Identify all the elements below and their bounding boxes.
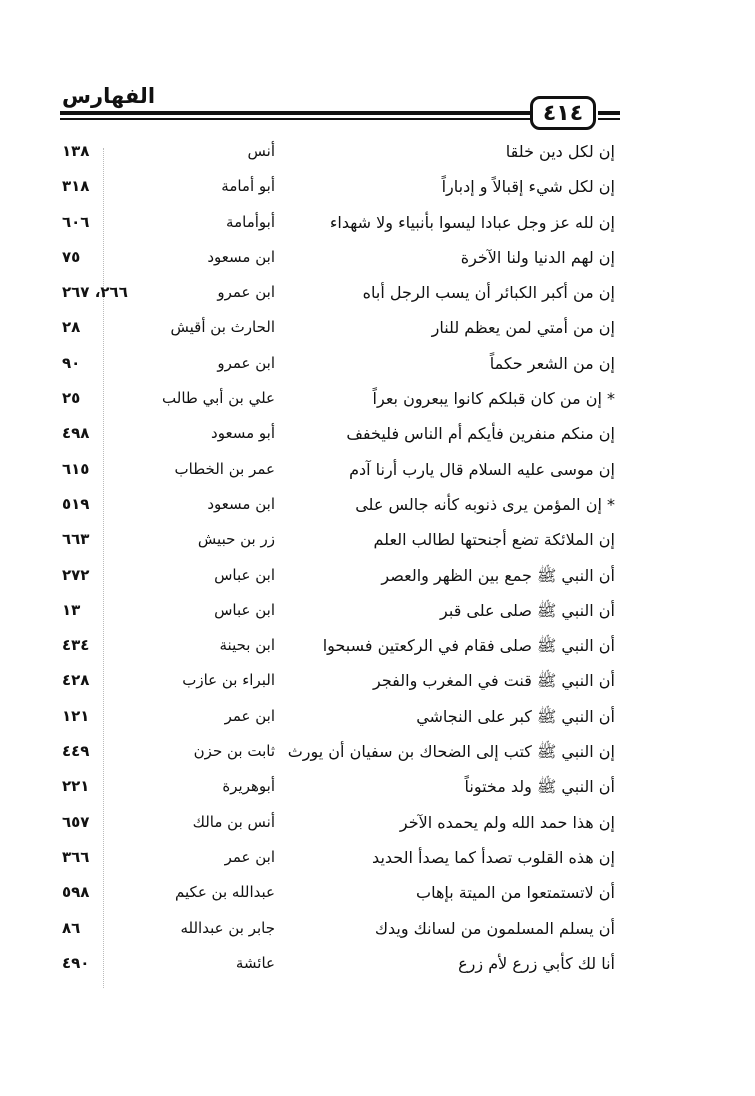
narrator-name: ثابت بن حزن bbox=[193, 742, 275, 761]
index-entry bbox=[0, 844, 755, 879]
narrator-name: الحارث بن أقيش bbox=[170, 318, 275, 337]
narrator-name: عبدالله بن عكيم bbox=[175, 883, 275, 902]
index-entry bbox=[0, 456, 755, 491]
narrator-name: ابن عباس bbox=[214, 600, 275, 619]
narrator-name: زر بن حبيش bbox=[197, 530, 275, 549]
hadith-text: أنا لك كأبي زرع لأم زرع bbox=[458, 953, 615, 973]
index-entry bbox=[0, 173, 755, 208]
index-entry bbox=[0, 703, 755, 738]
narrator-name: أبوهريرة bbox=[222, 777, 275, 796]
page-reference: ٤٩٠ bbox=[62, 953, 90, 972]
page-reference: ١٣ bbox=[62, 600, 81, 619]
narrator-name: ابن عمرو bbox=[217, 353, 275, 372]
index-entry bbox=[0, 385, 755, 420]
index-entry bbox=[0, 420, 755, 455]
index-entry bbox=[0, 597, 755, 632]
hadith-text: أن النبي ﷺ قنت في المغرب والفجر bbox=[373, 671, 615, 691]
page-reference: ٢٥ bbox=[62, 389, 81, 408]
index-entry bbox=[0, 244, 755, 279]
index-entry bbox=[0, 773, 755, 808]
page-reference: ٨٦ bbox=[62, 918, 81, 937]
page-reference: ٥١٩ bbox=[62, 494, 90, 513]
hadith-text: إن من الشعر حكماً bbox=[489, 353, 615, 373]
hadith-text: * إن المؤمن يرى ذنوبه كأنه جالس على bbox=[355, 494, 615, 514]
page-number-box bbox=[530, 96, 596, 130]
running-title: الفهارس bbox=[62, 84, 156, 108]
page-reference: ٤٢٨ bbox=[62, 671, 90, 690]
page-number: ٤١٤ bbox=[542, 100, 584, 126]
index-entry bbox=[0, 562, 755, 597]
page-reference: ٢٢١ bbox=[62, 777, 90, 796]
page-reference: ٦١٥ bbox=[62, 459, 90, 478]
narrator-name: ابن مسعود bbox=[207, 247, 275, 266]
page-reference: ٢٦٦، ٢٦٧ bbox=[62, 283, 128, 302]
narrator-name: عمر بن الخطاب bbox=[174, 459, 275, 478]
page-reference: ٢٨ bbox=[62, 318, 81, 337]
page-reference: ٢٧٢ bbox=[62, 565, 90, 584]
index-entry bbox=[0, 526, 755, 561]
hadith-text: إن النبي ﷺ كتب إلى الضحاك بن سفيان أن يورث bbox=[287, 742, 615, 762]
index-entry bbox=[0, 314, 755, 349]
index-entry bbox=[0, 879, 755, 914]
index-entry bbox=[0, 138, 755, 173]
narrator-name: أبو أمامة bbox=[221, 177, 275, 196]
index-entry bbox=[0, 667, 755, 702]
narrator-name: أبوأمامة bbox=[226, 212, 275, 231]
page-reference: ٦٥٧ bbox=[62, 812, 90, 831]
hadith-text: أن النبي ﷺ ولد مختوناً bbox=[464, 777, 615, 797]
page-reference: ٣١٨ bbox=[62, 177, 90, 196]
narrator-name: أنس bbox=[247, 142, 275, 160]
hadith-text: إن هذه القلوب تصدأ كما يصدأ الحديد bbox=[372, 847, 615, 867]
header-rule-right-thick bbox=[598, 111, 620, 115]
index-entry bbox=[0, 350, 755, 385]
page-reference: ٩٠ bbox=[62, 353, 81, 372]
header-rule-thin bbox=[60, 118, 530, 120]
hadith-text: * إن من كان قبلكم كانوا يبعرون بعراً bbox=[372, 389, 615, 409]
hadith-text: إن هذا حمد الله ولم يحمده الآخر bbox=[399, 812, 615, 832]
narrator-name: علي بن أبي طالب bbox=[162, 389, 275, 408]
hadith-text: إن من أمتي لمن يعظم للنار bbox=[431, 318, 615, 338]
hadith-text: إن من أكبر الكبائر أن يسب الرجل أباه bbox=[362, 283, 615, 303]
index-entry bbox=[0, 738, 755, 773]
hadith-text: إن لهم الدنيا ولنا الآخرة bbox=[460, 247, 615, 267]
index-entry bbox=[0, 491, 755, 526]
page-reference: ٥٩٨ bbox=[62, 883, 90, 902]
index-entry bbox=[0, 915, 755, 950]
header-rule-right-thin bbox=[598, 118, 620, 120]
hadith-text: إن لكل شيء إقبالاً و إدباراً bbox=[441, 177, 615, 197]
page-reference: ١٢١ bbox=[62, 706, 90, 725]
hadith-text: إن الملائكة تضع أجنحتها لطالب العلم bbox=[373, 530, 615, 550]
narrator-name: ابن عمر bbox=[224, 706, 275, 725]
narrator-name: أبو مسعود bbox=[211, 424, 275, 443]
narrator-name: ابن مسعود bbox=[207, 494, 275, 513]
narrator-name: ابن عباس bbox=[214, 565, 275, 584]
page-reference: ٤٩٨ bbox=[62, 424, 90, 443]
page-reference: ١٣٨ bbox=[62, 142, 90, 160]
hadith-text: أن يسلم المسلمون من لسانك ويدك bbox=[374, 918, 615, 938]
hadith-text: إن موسى عليه السلام قال يارب أرنا آدم bbox=[349, 459, 615, 479]
hadith-text: أن النبي ﷺ كبر على النجاشي bbox=[416, 706, 615, 726]
narrator-name: ابن بحينة bbox=[219, 636, 275, 655]
narrator-name: عائشة bbox=[235, 953, 275, 972]
hadith-text: إن لكل دين خلقا bbox=[505, 142, 615, 161]
index-entry bbox=[0, 950, 755, 985]
narrator-name: البراء بن عازب bbox=[182, 671, 275, 690]
index-entry bbox=[0, 809, 755, 844]
hadith-text: أن النبي ﷺ صلى فقام في الركعتين فسبحوا bbox=[322, 636, 615, 656]
hadith-text: أن النبي ﷺ صلى على قبر bbox=[440, 600, 615, 620]
hadith-text: إن لله عز وجل عبادا ليسوا بأنبياء ولا شهداء bbox=[329, 212, 615, 232]
page-reference: ٣٦٦ bbox=[62, 847, 90, 866]
page-reference: ٧٥ bbox=[62, 247, 81, 266]
narrator-name: جابر بن عبدالله bbox=[180, 918, 275, 937]
index-entry bbox=[0, 209, 755, 244]
page-reference: ٦٠٦ bbox=[62, 212, 90, 231]
narrator-name: ابن عمر bbox=[224, 847, 275, 866]
narrator-name: أنس بن مالك bbox=[192, 812, 275, 831]
narrator-name: ابن عمرو bbox=[217, 283, 275, 302]
index-entry bbox=[0, 632, 755, 667]
hadith-text: إن منكم منفرين فأيكم أم الناس فليخفف bbox=[346, 424, 615, 444]
header-rule-thick bbox=[60, 111, 530, 115]
hadith-text: أن لاتستمتعوا من الميتة بإهاب bbox=[416, 883, 615, 903]
page-reference: ٦٦٣ bbox=[62, 530, 90, 549]
index-entries bbox=[0, 138, 755, 985]
page-reference: ٤٤٩ bbox=[62, 742, 90, 761]
index-entry bbox=[0, 279, 755, 314]
page-reference: ٤٣٤ bbox=[62, 636, 90, 655]
page-header bbox=[0, 0, 755, 140]
hadith-text: أن النبي ﷺ جمع بين الظهر والعصر bbox=[381, 565, 615, 585]
